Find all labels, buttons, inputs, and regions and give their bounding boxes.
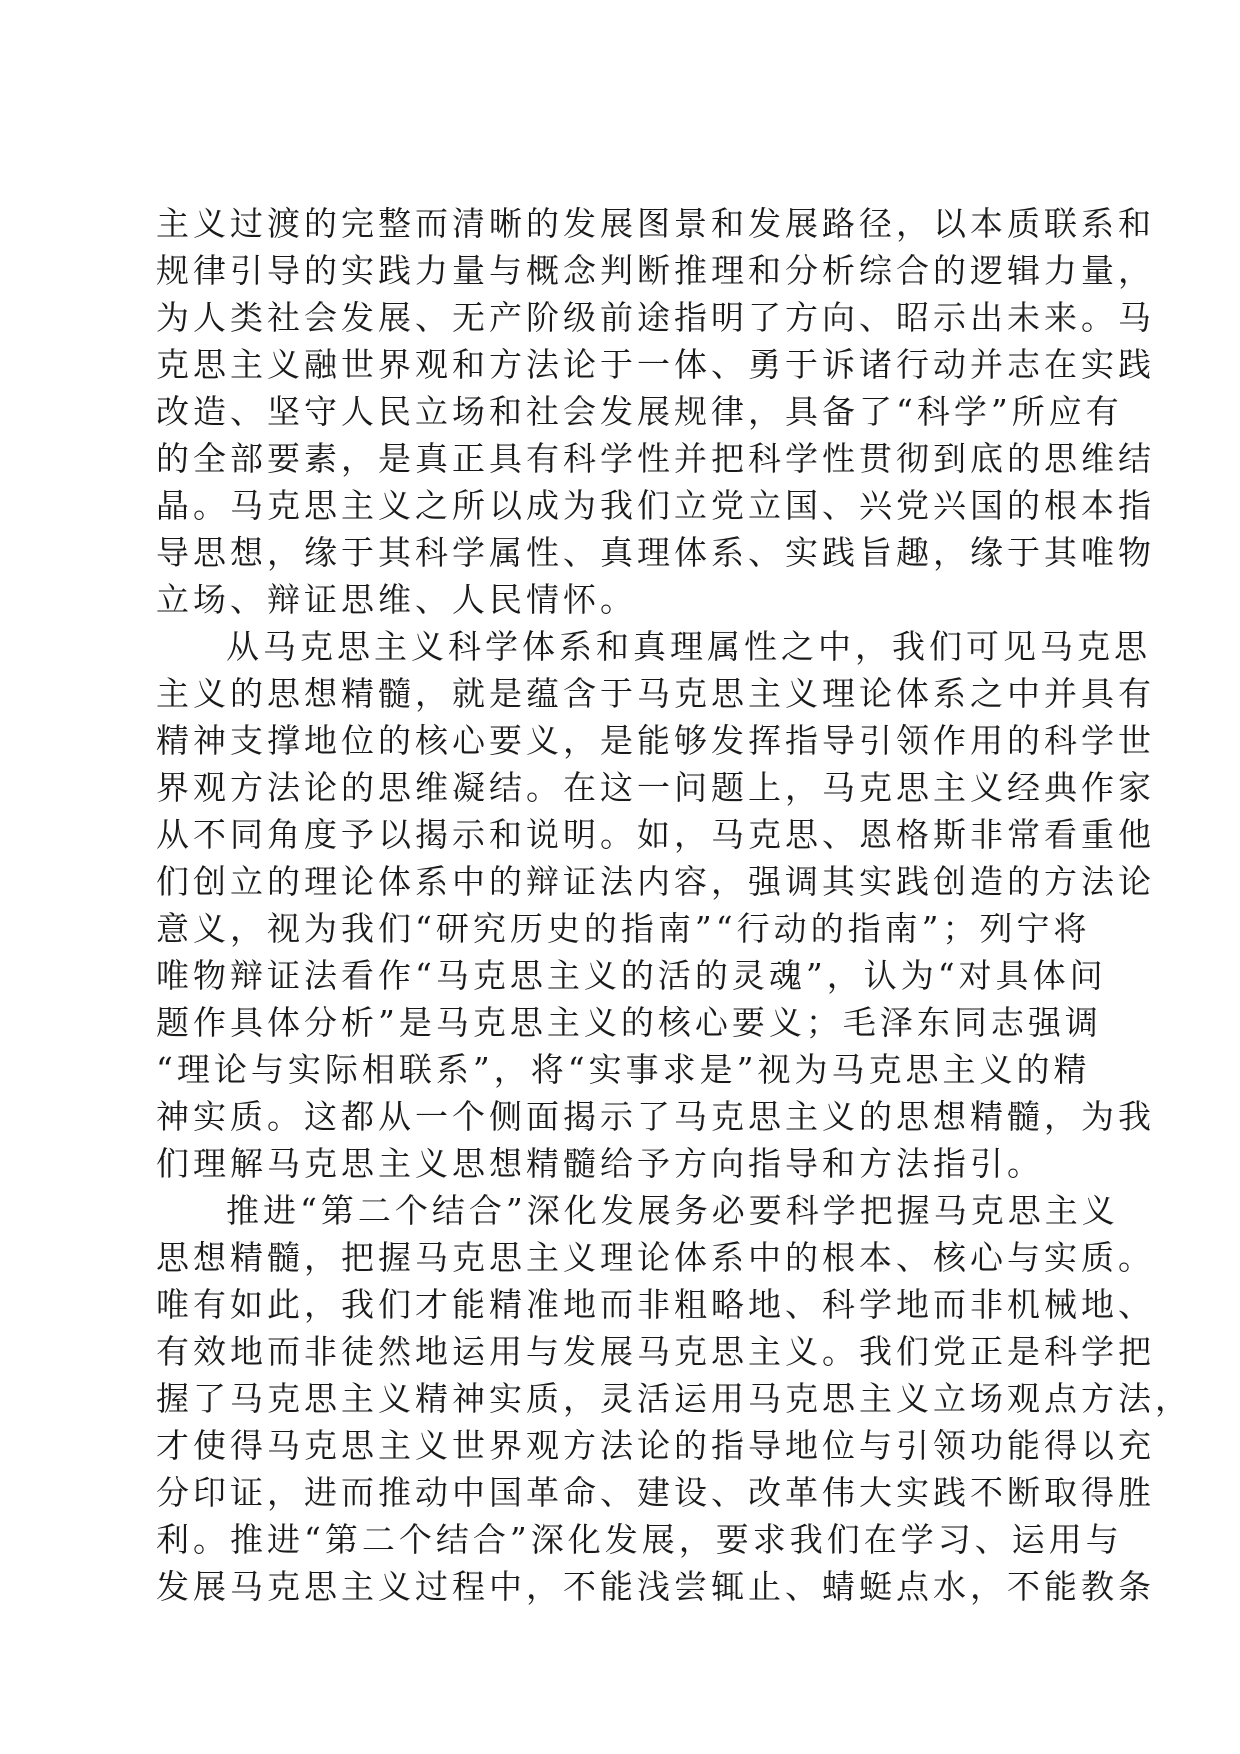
text-line: 的全部要素，是真正具有科学性并把科学性贯彻到底的思维结 <box>156 439 1155 478</box>
text-line: 神实质。这都从一个侧面揭示了马克思主义的思想精髓，为我 <box>156 1097 1155 1136</box>
text-line: 发展马克思主义过程中，不能浅尝辄止、蜻蜓点水，不能教条 <box>156 1567 1155 1606</box>
paragraph-start-line: 推进“第二个结合”深化发展务必要科学把握马克思主义 <box>226 1191 1119 1230</box>
text-line: 握了马克思主义精神实质，灵活运用马克思主义立场观点方法， <box>156 1379 1192 1418</box>
text-line: 导思想，缘于其科学属性、真理体系、实践旨趣，缘于其唯物 <box>156 533 1155 572</box>
text-line: 题作具体分析”是马克思主义的核心要义；毛泽东同志强调 <box>156 1003 1102 1042</box>
text-line: 立场、辩证思维、人民情怀。 <box>156 580 637 619</box>
text-line: 精神支撑地位的核心要义，是能够发挥指导引领作用的科学世 <box>156 721 1155 760</box>
text-line: 才使得马克思主义世界观方法论的指导地位与引领功能得以充 <box>156 1426 1155 1465</box>
text-line: 意义，视为我们“研究历史的指南”“行动的指南”；列宁将 <box>156 909 1091 948</box>
text-line: 克思主义融世界观和方法论于一体、勇于诉诸行动并志在实践 <box>156 345 1155 384</box>
text-line: 改造、坚守人民立场和社会发展规律，具备了“科学”所应有 <box>156 392 1123 431</box>
text-line: 界观方法论的思维凝结。在这一问题上，马克思主义经典作家 <box>156 768 1155 807</box>
paragraph-start-line: 从马克思主义科学体系和真理属性之中，我们可见马克思 <box>226 627 1151 666</box>
text-line: “理论与实际相联系”，将“实事求是”视为马克思主义的精 <box>156 1050 1091 1089</box>
text-line: 从不同角度予以揭示和说明。如，马克思、恩格斯非常看重他 <box>156 815 1155 854</box>
text-line: 分印证，进而推动中国革命、建设、改革伟大实践不断取得胜 <box>156 1473 1155 1512</box>
text-line: 唯物辩证法看作“马克思主义的活的灵魂”，认为“对具体问 <box>156 956 1107 995</box>
text-line: 利。推进“第二个结合”深化发展，要求我们在学习、运用与 <box>156 1520 1123 1559</box>
text-line: 主义的思想精髓，就是蕴含于马克思主义理论体系之中并具有 <box>156 674 1155 713</box>
text-line: 主义过渡的完整而清晰的发展图景和发展路径，以本质联系和 <box>156 204 1155 243</box>
text-line: 思想精髓，把握马克思主义理论体系中的根本、核心与实质。 <box>156 1238 1155 1277</box>
body-text <box>156 200 1192 1610</box>
text-line: 规律引导的实践力量与概念判断推理和分析综合的逻辑力量， <box>156 251 1155 290</box>
text-line: 为人类社会发展、无产阶级前途指明了方向、昭示出未来。马 <box>156 298 1155 337</box>
text-line: 有效地而非徒然地运用与发展马克思主义。我们党正是科学把 <box>156 1332 1155 1371</box>
text-line: 晶。马克思主义之所以成为我们立党立国、兴党兴国的根本指 <box>156 486 1155 525</box>
text-line: 唯有如此，我们才能精准地而非粗略地、科学地而非机械地、 <box>156 1285 1155 1324</box>
text-line: 们理解马克思主义思想精髓给予方向指导和方法指引。 <box>156 1144 1044 1183</box>
text-line: 们创立的理论体系中的辩证法内容，强调其实践创造的方法论 <box>156 862 1155 901</box>
